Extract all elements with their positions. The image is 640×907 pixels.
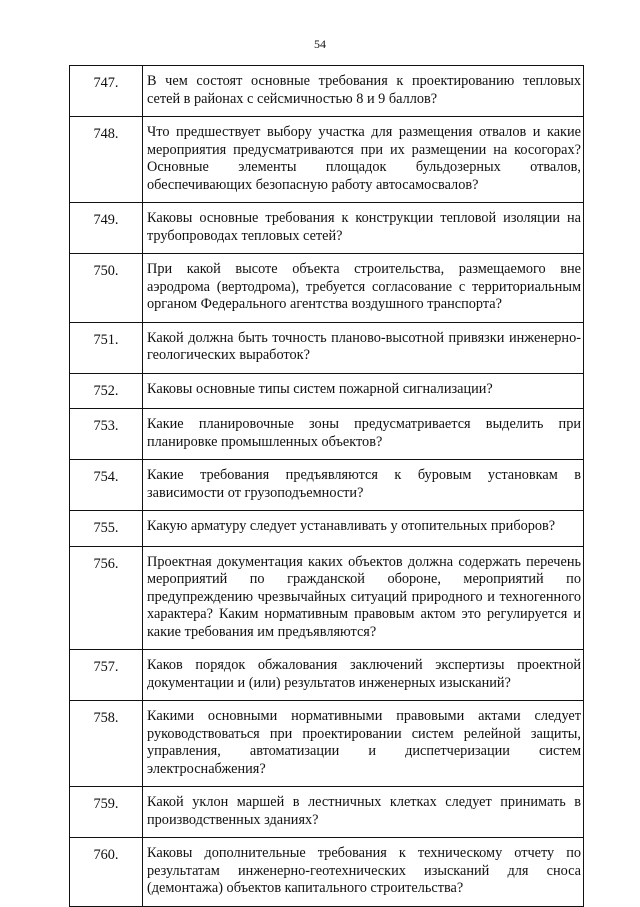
question-number: 755.: [70, 511, 143, 547]
table-row: [70, 409, 584, 460]
question-number: 751.: [70, 322, 143, 373]
question-number: 750.: [70, 254, 143, 323]
table-row: [70, 66, 584, 117]
question-text: При какой высоте объекта строительства, размещаемого вне аэродрома (вертодрома), требуется согласование с территориальным органом Федерального агентства воздушного транспорта?: [143, 254, 584, 323]
table-row: [70, 203, 584, 254]
question-number: 757.: [70, 650, 143, 701]
question-number: 754.: [70, 460, 143, 511]
question-number: 760.: [70, 838, 143, 907]
question-text: Какие планировочные зоны предусматривается выделить при планировке промышленных объектов?: [143, 409, 584, 460]
page-number: 54: [314, 37, 326, 51]
table-row: [70, 546, 584, 650]
question-number: 753.: [70, 409, 143, 460]
question-text: Какими основными нормативными правовыми актами следует руководствоваться при проектировании систем релейной защиты, управления, автоматизации и диспетчеризации систем электроснабжения?: [143, 701, 584, 787]
table-row: [70, 701, 584, 787]
question-number: 748.: [70, 117, 143, 203]
question-text: В чем состоят основные требования к проектированию тепловых сетей в районах с сейсмичностью 8 и 9 баллов?: [143, 66, 584, 117]
question-text: Каковы основные типы систем пожарной сигнализации?: [143, 373, 584, 409]
table-row: [70, 838, 584, 907]
table-row: [70, 373, 584, 409]
table-row: [70, 650, 584, 701]
questions-table: [69, 65, 584, 907]
question-number: 752.: [70, 373, 143, 409]
question-number: 749.: [70, 203, 143, 254]
question-text: Каков порядок обжалования заключений экспертизы проектной документации и (или) результатов инженерных изысканий?: [143, 650, 584, 701]
table-row: [70, 322, 584, 373]
question-number: 759.: [70, 787, 143, 838]
question-text: Какой должна быть точность планово-высотной привязки инженерно-геологических выработок?: [143, 322, 584, 373]
question-number: 756.: [70, 546, 143, 650]
table-row: [70, 787, 584, 838]
question-text: Какую арматуру следует устанавливать у отопительных приборов?: [143, 511, 584, 547]
question-text: Каковы основные требования к конструкции тепловой изоляции на трубопроводах тепловых сетей?: [143, 203, 584, 254]
question-text: Каковы дополнительные требования к техническому отчету по результатам инженерно-геотехнических изысканий для сноса (демонтажа) объектов капитального строительства?: [143, 838, 584, 907]
table-row: [70, 254, 584, 323]
table-row: [70, 511, 584, 547]
question-number: 747.: [70, 66, 143, 117]
table-row: [70, 460, 584, 511]
question-text: Что предшествует выбору участка для размещения отвалов и какие мероприятия предусматриваются при их размещении на косогорах? Основные элементы площадок бульдозерных отвалов, обеспечивающих безопасную работу автосамосвалов?: [143, 117, 584, 203]
question-text: Какие требования предъявляются к буровым установкам в зависимости от грузоподъемности?: [143, 460, 584, 511]
question-text: Проектная документация каких объектов должна содержать перечень мероприятий по гражданской обороне, мероприятий по предупреждению чрезвычайных ситуаций природного и техногенного характера? Каким нормативным правовым актом это регулируется и какие требования им предъявляются?: [143, 546, 584, 650]
question-text: Какой уклон маршей в лестничных клетках следует принимать в производственных зданиях?: [143, 787, 584, 838]
table-row: [70, 117, 584, 203]
question-number: 758.: [70, 701, 143, 787]
